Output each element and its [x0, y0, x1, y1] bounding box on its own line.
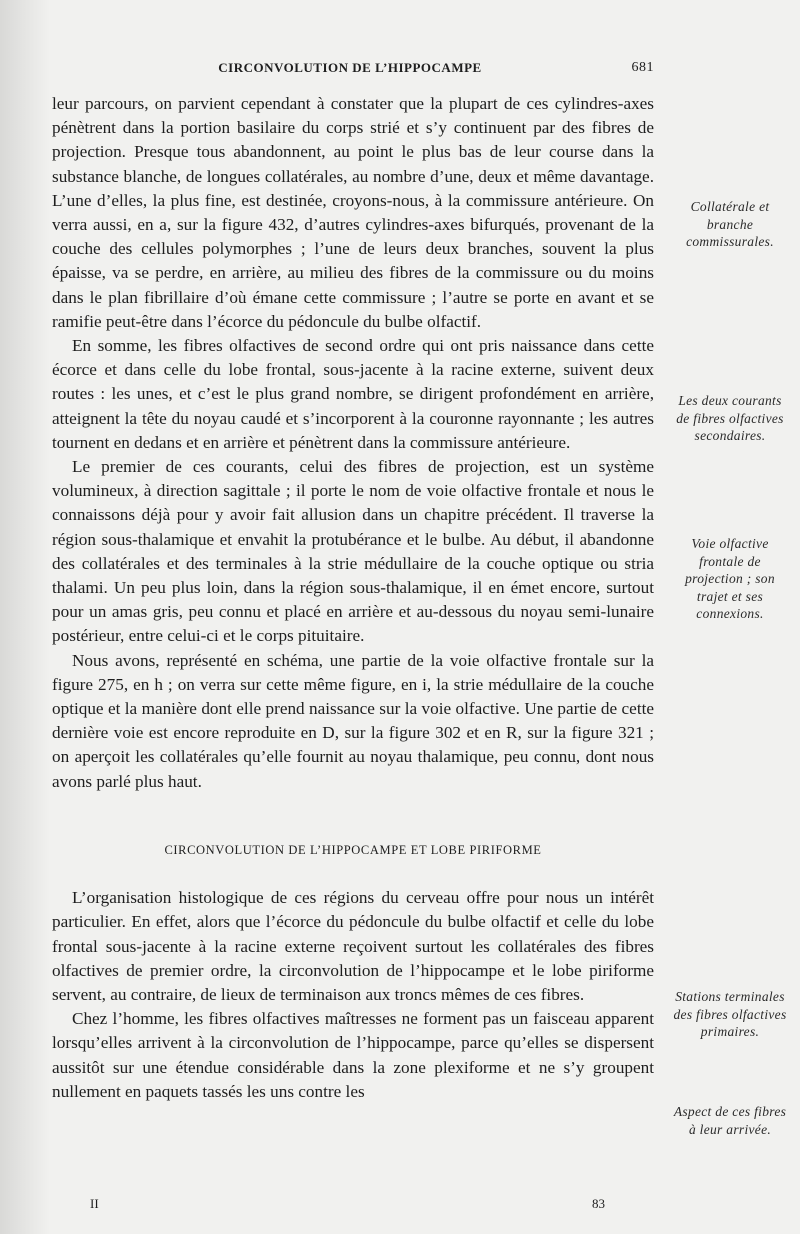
page-footer: [52, 1196, 654, 1216]
page-number: 681: [631, 60, 654, 75]
section-heading: CIRCONVOLUTION DE L’HIPPOCAMPE ET LOBE PIRIFORME: [164, 842, 542, 857]
paragraph: Le premier de ces courants, celui des fibres de projection, est un système volumineux, à direction sagittale ; il porte le nom de voie olfactive frontale et nous le connaissons déjà pour y avoir fait allusion dans un chapitre précédent. Il traverse la région sous-thalamique et envahit la protubérance et le bulbe. Au début, il abandonne des collatérales et des terminales à la strie médullaire de la couche optique ou stria thalami. Un peu plus loin, dans la région sous-thalamique, il en émet encore, surtout pour un amas gris, peu connu et placé en arrière et au-dessous du noyau semi-lunaire postérieur, entre celui-ci et le corps pituitaire.: [52, 457, 654, 646]
signature-right: 83: [592, 1196, 605, 1211]
signature-left: II: [90, 1196, 99, 1211]
paragraph: Chez l’homme, les fibres olfactives maîtresses ne forment pas un faisceau apparent lorsqu’elles arrivent à la circonvolution de l’hippocampe, parce qu’elles se dispersent aussitôt sur une étendue considérable dans la zone plexiforme et ne s’y groupent nullement en paquets tassés les uns contre les: [52, 1009, 654, 1101]
margin-note: Collatérale et branche commissurales.: [686, 199, 774, 249]
paragraph: Nous avons, représenté en schéma, une partie de la voie olfactive frontale sur la figure 275, en h ; on verra sur cette même figure, en i, la strie médullaire de la couche optique et la manière dont elle prend naissance sur la voie olfactive. Une partie de cette dernière voie est encore reproduite en D, sur la figure 302 et en R, sur la figure 321 ; on aperçoit les collatérales qu’elle fournit au noyau thalamique, peu connu, dont nous avons parlé plus haut.: [52, 650, 654, 791]
running-head: [40, 60, 660, 84]
paragraph: leur parcours, on parvient cependant à constater que la plupart de ces cylindres-axes pénètrent dans la portion basilaire du corps strié et s’y continuent par des fibres de projection. Presque tous abandonnent, au point le plus bas de leur course dans la substance blanche, de longues collatérales, au nombre d’une, deux et même davantage. L’une d’elles, la plus fine, est destinée, croyons-nous, à la commissure antérieure. On verra aussi, en a, sur la figure 432, d’autres cylindres-axes bifurqués, provenant de la couche des cellules polymorphes ; l’une de leurs deux branches, souvent la plus épaisse, va se perdre, en arrière, au milieu des fibres de la commissure ou du moins dans le plan fibrillaire d’où émane cette commissure ; l’autre se porte en avant et se ramifie peut-être dans l’écorce du pédoncule du bulbe olfactif.: [52, 94, 654, 331]
margin-note: Stations terminales des fibres olfactives primaires.: [673, 989, 787, 1039]
margin-note: Aspect de ces fibres à leur arrivée.: [673, 1104, 787, 1137]
main-text-column: [52, 92, 654, 1104]
paragraph: En somme, les fibres olfactives de second ordre qui ont pris naissance dans cette écorce et dans celle du lobe frontal, sous-jacente à la racine externe, suivent deux routes : les unes, et c’est le plus grand nombre, se dirigent profondément en arrière, atteignent la tête du noyau caudé et s’incorporent à la couronne rayonnante ; les autres tournent en dedans et en arrière et pénètrent dans la commissure antérieure.: [52, 336, 654, 452]
margin-note: Voie olfactive frontale de projection ; son trajet et ses connexions.: [685, 536, 775, 621]
margin-note: Les deux courants de fibres olfactives secondaires.: [676, 393, 784, 443]
running-head-title: CIRCONVOLUTION DE L’HIPPOCAMPE: [218, 60, 482, 75]
page-gutter-shadow: [0, 0, 50, 1234]
paragraph: L’organisation histologique de ces régions du cerveau offre pour nous un intérêt particulier. En effet, alors que l’écorce du pédoncule du bulbe olfactif et celle du lobe frontal sous-jacente à la racine externe reçoivent surtout les collatérales des fibres olfactives de premier ordre, la circonvolution de l’hippocampe et le lobe piriforme servent, au contraire, de lieux de terminaison aux troncs mêmes de ces fibres.: [52, 888, 654, 1004]
